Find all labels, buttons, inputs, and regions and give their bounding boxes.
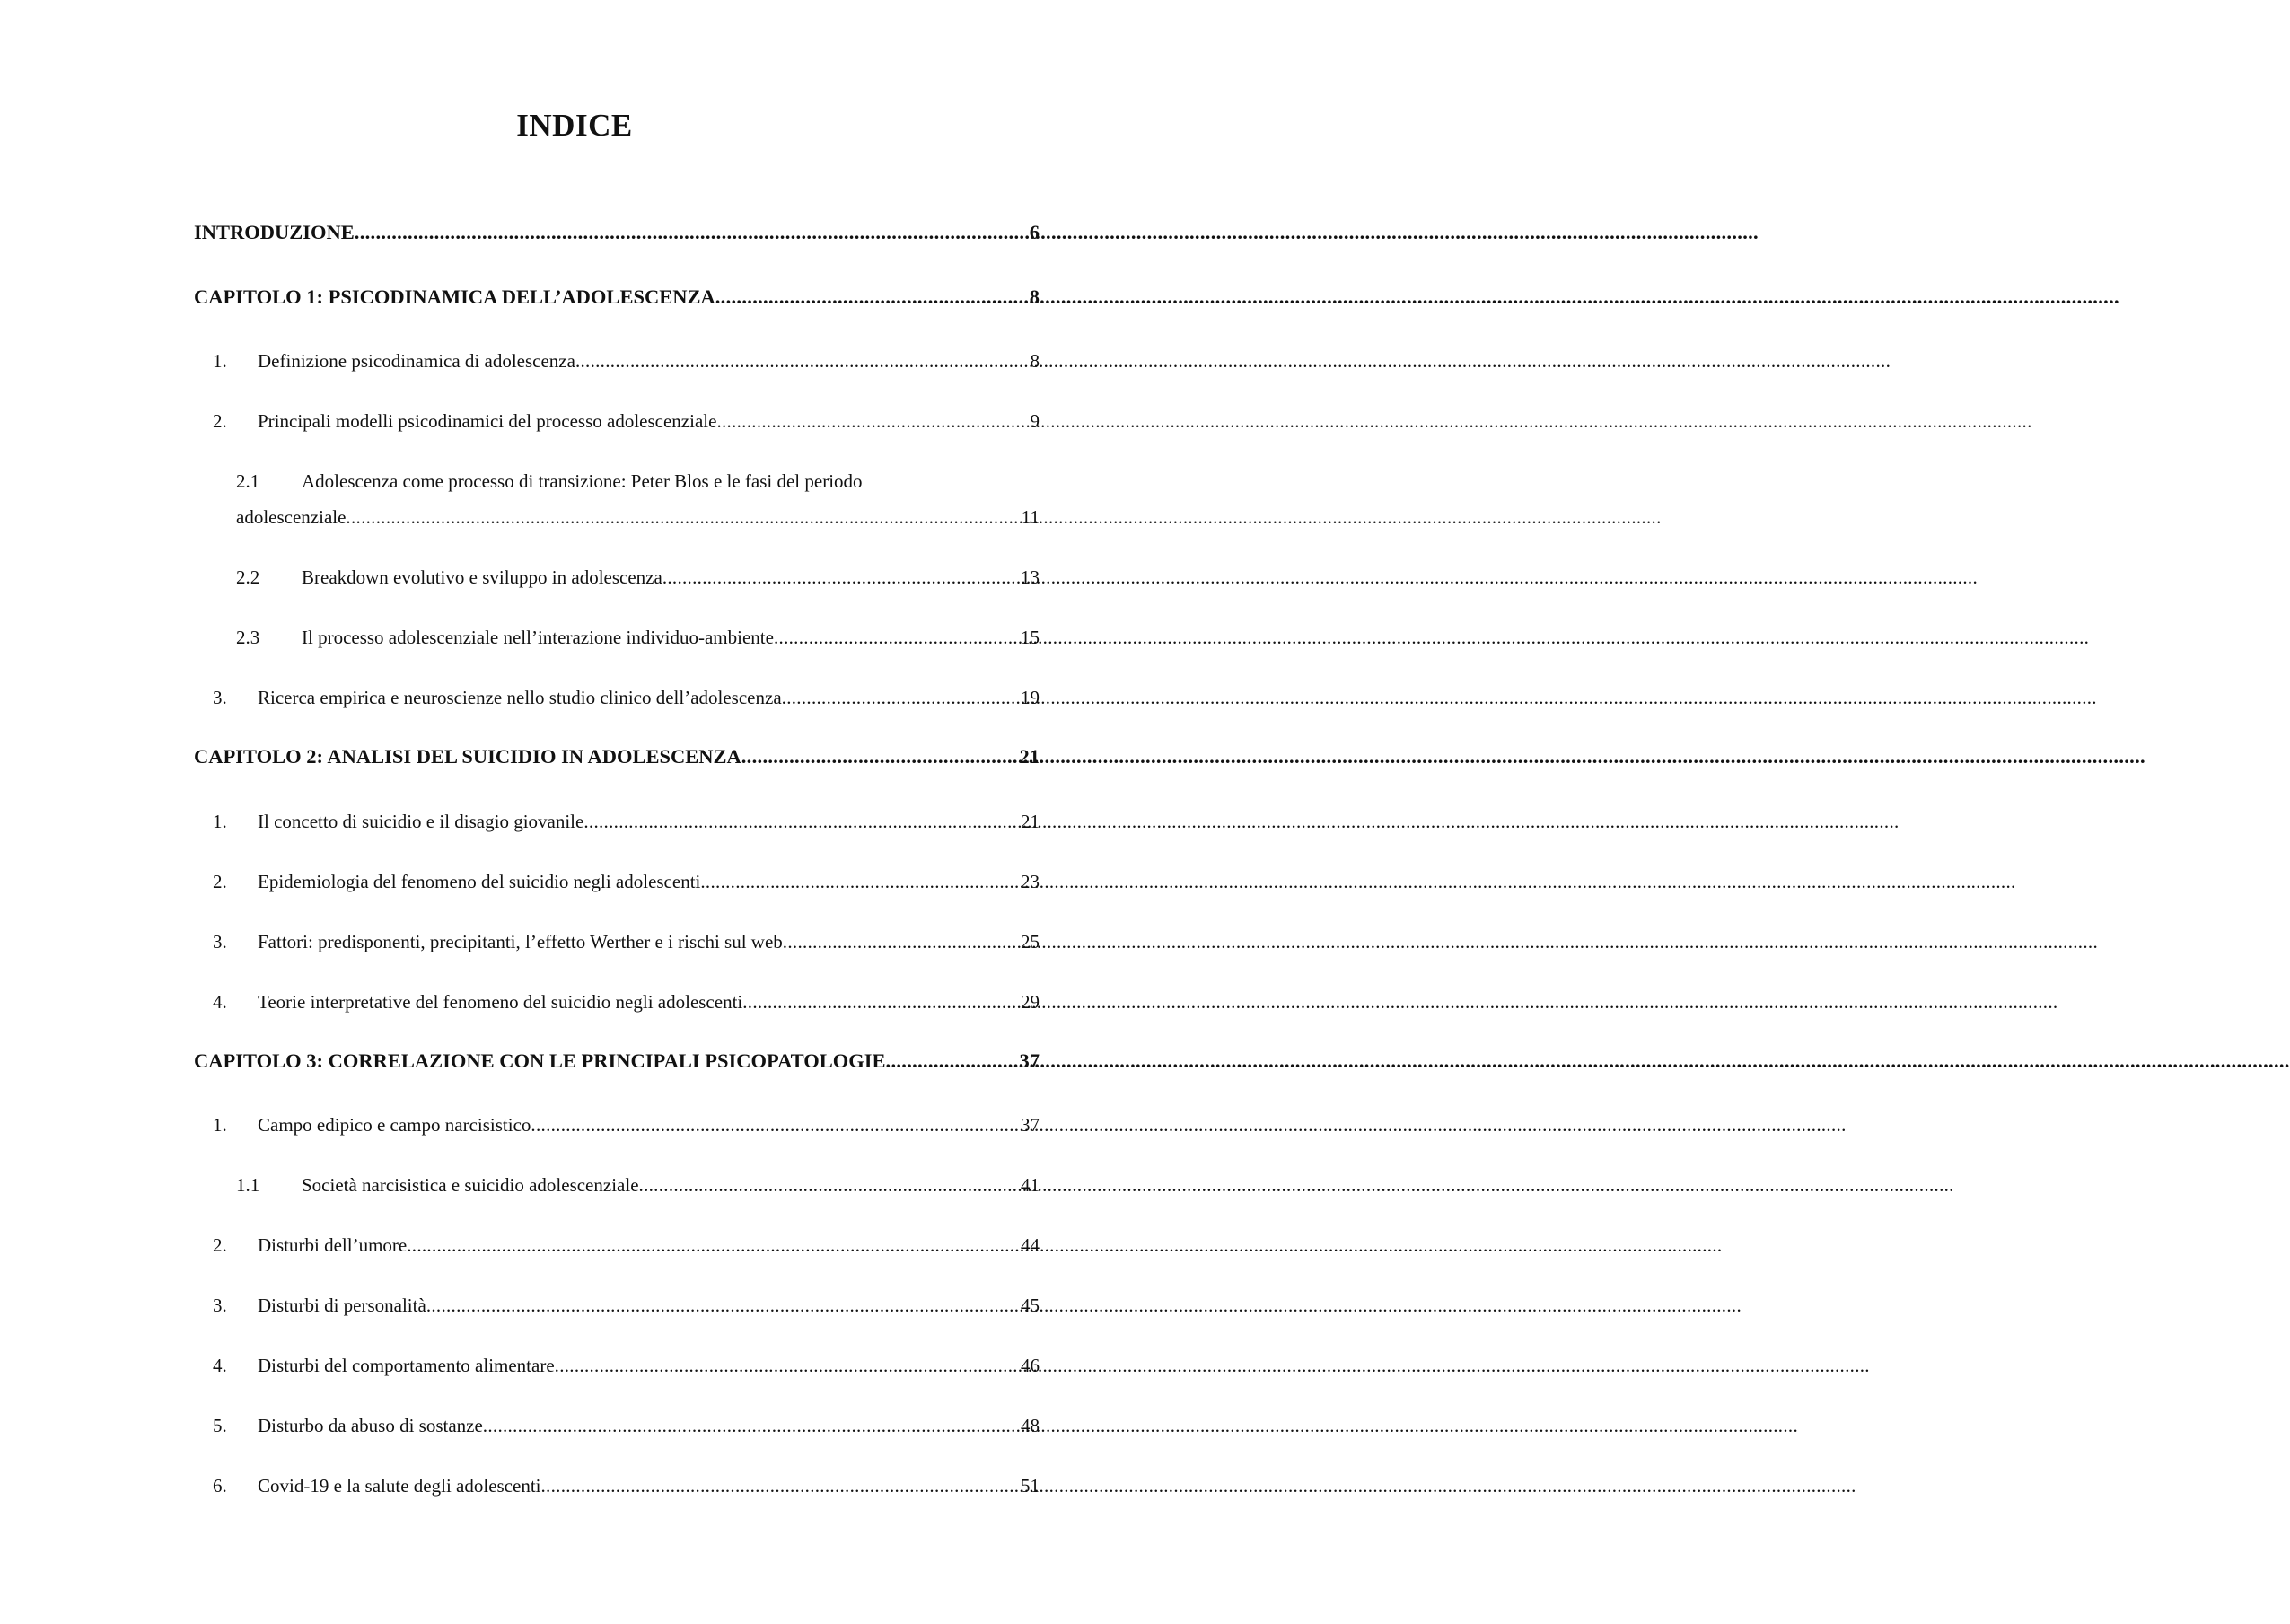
toc-entry-text: Società narcisistica e suicidio adolescenziale bbox=[302, 1174, 639, 1196]
toc-chapter-1[interactable] bbox=[194, 285, 1040, 310]
toc-section-number: 3. bbox=[213, 1295, 227, 1316]
toc-section-number: 3. bbox=[213, 687, 227, 708]
dot-leader bbox=[346, 505, 1021, 530]
dot-leader bbox=[639, 1172, 1021, 1198]
toc-subsection-1-1[interactable] bbox=[236, 1172, 1040, 1198]
toc-section-number: 4. bbox=[213, 991, 227, 1013]
toc-page-number: 23 bbox=[1021, 871, 1040, 892]
dot-leader bbox=[886, 1049, 1020, 1074]
toc-section-number: 1.1 bbox=[236, 1174, 260, 1196]
dot-leader bbox=[774, 625, 1021, 650]
dot-leader bbox=[715, 285, 1030, 310]
toc-chapter-2[interactable] bbox=[194, 744, 1040, 769]
toc-introduzione[interactable] bbox=[194, 220, 1040, 245]
toc-page-number: 44 bbox=[1021, 1234, 1040, 1256]
dot-leader bbox=[700, 869, 1021, 894]
toc-entry-text: Campo edipico e campo narcisistico bbox=[258, 1114, 531, 1136]
toc-subsection-2-1-continued[interactable] bbox=[236, 505, 1040, 530]
toc-entry-text: Disturbo da abuso di sostanze bbox=[258, 1415, 483, 1436]
dot-leader bbox=[575, 348, 1031, 373]
toc-page-number: 6 bbox=[1029, 221, 1040, 243]
toc-section-number: 6. bbox=[213, 1475, 227, 1497]
toc-entry-text-continued: adolescenziale bbox=[236, 506, 347, 528]
toc-page-number: 45 bbox=[1021, 1295, 1040, 1316]
dot-leader bbox=[531, 1112, 1021, 1137]
toc-section-number: 1. bbox=[213, 811, 227, 832]
toc-page-number: 25 bbox=[1021, 931, 1040, 952]
toc-entry-text: Disturbi dell’umore bbox=[258, 1234, 408, 1256]
page-title: INDICE bbox=[516, 108, 633, 143]
toc-section-number: 2.3 bbox=[236, 627, 260, 648]
toc-entry-text: Disturbi di personalità bbox=[258, 1295, 426, 1316]
toc-entry-text: CAPITOLO 3: CORRELAZIONE CON LE PRINCIPALI PSICOPATOLOGIE bbox=[194, 1049, 886, 1072]
toc-section-3-6[interactable] bbox=[213, 1473, 1040, 1498]
toc-page-number: 19 bbox=[1021, 687, 1040, 708]
toc-entry-text: Adolescenza come processo di transizione: Peter Blos e le fasi del periodo bbox=[302, 470, 863, 492]
toc-section-number: 2. bbox=[213, 1234, 227, 1256]
toc-entry-text: Covid-19 e la salute degli adolescenti bbox=[258, 1475, 541, 1497]
toc-page-number: 48 bbox=[1021, 1415, 1040, 1436]
toc-subsection-2-2[interactable] bbox=[236, 565, 1040, 590]
toc-page-number: 21 bbox=[1019, 745, 1040, 768]
dot-leader bbox=[741, 744, 1020, 769]
toc-section-number: 2.2 bbox=[236, 566, 260, 588]
toc-section-number: 2. bbox=[213, 871, 227, 892]
toc-entry-text: Il concetto di suicidio e il disagio giovanile bbox=[258, 811, 584, 832]
dot-leader bbox=[541, 1473, 1022, 1498]
toc-section-3-5[interactable] bbox=[213, 1413, 1040, 1438]
toc-page-number: 51 bbox=[1021, 1475, 1040, 1497]
toc-section-number: 4. bbox=[213, 1355, 227, 1376]
toc-section-1-1[interactable] bbox=[213, 348, 1040, 373]
dot-leader bbox=[407, 1233, 1021, 1258]
toc-page-number: 13 bbox=[1021, 566, 1040, 588]
toc-section-number: 2.1 bbox=[236, 470, 260, 492]
toc-entry-text: Epidemiologia del fenomeno del suicidio negli adolescenti bbox=[258, 871, 701, 892]
toc-page-number: 8 bbox=[1029, 285, 1040, 308]
toc-page-number: 37 bbox=[1019, 1049, 1040, 1072]
toc-section-3-1[interactable] bbox=[213, 1112, 1040, 1137]
dot-leader bbox=[426, 1293, 1021, 1318]
dot-leader bbox=[662, 565, 1021, 590]
toc-entry-text: Breakdown evolutivo e sviluppo in adolescenza bbox=[302, 566, 662, 588]
dot-leader bbox=[742, 989, 1021, 1014]
toc-section-number: 1. bbox=[213, 1114, 227, 1136]
toc-entry-text: CAPITOLO 2: ANALISI DEL SUICIDIO IN ADOLESCENZA bbox=[194, 745, 741, 768]
toc-section-1-2[interactable] bbox=[213, 408, 1040, 434]
toc-entry-text: Disturbi del comportamento alimentare bbox=[258, 1355, 555, 1376]
toc-page-number: 29 bbox=[1021, 991, 1040, 1013]
dot-leader bbox=[355, 220, 1030, 245]
toc-entry-text: Principali modelli psicodinamici del processo adolescenziale bbox=[258, 410, 717, 432]
toc-entry-text: Ricerca empirica e neuroscienze nello studio clinico dell’adolescenza bbox=[258, 687, 782, 708]
toc-subsection-2-1[interactable] bbox=[236, 469, 1040, 494]
toc-section-2-1[interactable] bbox=[213, 809, 1040, 834]
dot-leader bbox=[716, 408, 1030, 434]
dot-leader bbox=[782, 685, 1021, 710]
toc-chapter-3[interactable] bbox=[194, 1049, 1040, 1074]
toc-entry-text: INTRODUZIONE bbox=[194, 221, 355, 243]
dot-leader bbox=[783, 929, 1021, 954]
toc-entry-text: Definizione psicodinamica di adolescenza bbox=[258, 350, 575, 372]
toc-section-2-3[interactable] bbox=[213, 929, 1040, 954]
toc-section-number: 1. bbox=[213, 350, 227, 372]
toc-entry-text: CAPITOLO 1: PSICODINAMICA DELL’ADOLESCENZA bbox=[194, 285, 715, 308]
toc-section-2-4[interactable] bbox=[213, 989, 1040, 1014]
toc-page-number: 21 bbox=[1021, 811, 1040, 832]
toc-page-number: 41 bbox=[1021, 1174, 1040, 1196]
toc-page-number: 15 bbox=[1021, 627, 1040, 648]
toc-section-number: 3. bbox=[213, 931, 227, 952]
toc-page-number: 11 bbox=[1021, 506, 1040, 528]
toc-section-number: 2. bbox=[213, 410, 227, 432]
toc-page-number: 9 bbox=[1030, 410, 1040, 432]
dot-leader bbox=[555, 1353, 1021, 1378]
toc-entry-text: Fattori: predisponenti, precipitanti, l’effetto Werther e i rischi sul web bbox=[258, 931, 783, 952]
toc-section-3-2[interactable] bbox=[213, 1233, 1040, 1258]
toc-subsection-2-3[interactable] bbox=[236, 625, 1040, 650]
toc-section-2-2[interactable] bbox=[213, 869, 1040, 894]
toc-section-3-3[interactable] bbox=[213, 1293, 1040, 1318]
toc-entry-text: Il processo adolescenziale nell’interazione individuo-ambiente bbox=[302, 627, 774, 648]
dot-leader bbox=[583, 809, 1021, 834]
toc-page-number: 46 bbox=[1021, 1355, 1040, 1376]
toc-entry-text: Teorie interpretative del fenomeno del suicidio negli adolescenti bbox=[258, 991, 743, 1013]
toc-section-3-4[interactable] bbox=[213, 1353, 1040, 1378]
toc-section-1-3[interactable] bbox=[213, 685, 1040, 710]
toc-page-number: 8 bbox=[1030, 350, 1040, 372]
dot-leader bbox=[483, 1413, 1021, 1438]
toc-section-number: 5. bbox=[213, 1415, 227, 1436]
toc-page-number: 37 bbox=[1021, 1114, 1040, 1136]
